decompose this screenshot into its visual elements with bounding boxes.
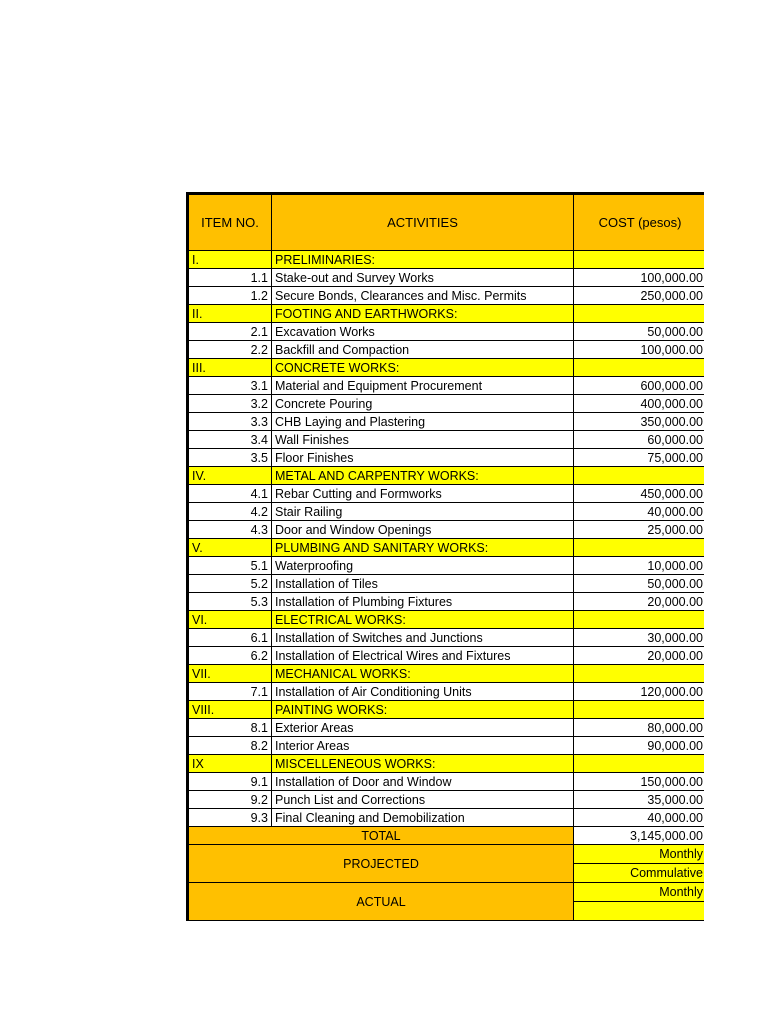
item-activity[interactable]: Wall Finishes [272, 431, 574, 449]
projected-monthly-label[interactable]: Monthly [574, 845, 705, 864]
item-number[interactable]: 3.5 [188, 449, 272, 467]
item-row [188, 629, 705, 647]
projected-commulative-label[interactable]: Commulative [574, 864, 705, 883]
section-cost-cell[interactable] [574, 539, 705, 557]
item-number[interactable]: 3.4 [188, 431, 272, 449]
section-cost-cell[interactable] [574, 359, 705, 377]
item-number[interactable]: 8.2 [188, 737, 272, 755]
item-row [188, 719, 705, 737]
item-activity[interactable]: Stair Railing [272, 503, 574, 521]
item-activity[interactable]: Rebar Cutting and Formworks [272, 485, 574, 503]
item-row [188, 449, 705, 467]
section-number[interactable]: VII. [188, 665, 272, 683]
section-number[interactable]: IV. [188, 467, 272, 485]
item-activity[interactable]: Floor Finishes [272, 449, 574, 467]
item-row [188, 485, 705, 503]
section-title[interactable]: METAL AND CARPENTRY WORKS: [272, 467, 574, 485]
item-number[interactable]: 5.2 [188, 575, 272, 593]
item-cost[interactable]: 50,000.00 [574, 323, 705, 341]
item-number[interactable]: 1.2 [188, 287, 272, 305]
item-row [188, 503, 705, 521]
section-number[interactable]: V. [188, 539, 272, 557]
item-cost[interactable]: 20,000.00 [574, 593, 705, 611]
section-row [188, 359, 705, 377]
section-title[interactable]: MISCELLENEOUS WORKS: [272, 755, 574, 773]
item-cost[interactable]: 150,000.00 [574, 773, 705, 791]
actual-row-monthly [188, 883, 705, 902]
section-title[interactable]: PLUMBING AND SANITARY WORKS: [272, 539, 574, 557]
item-number[interactable]: 2.2 [188, 341, 272, 359]
item-cost[interactable]: 100,000.00 [574, 341, 705, 359]
item-number[interactable]: 6.2 [188, 647, 272, 665]
item-cost[interactable]: 40,000.00 [574, 503, 705, 521]
item-number[interactable]: 1.1 [188, 269, 272, 287]
total-label[interactable]: TOTAL [188, 827, 574, 845]
item-activity[interactable]: Installation of Switches and Junctions [272, 629, 574, 647]
item-row [188, 269, 705, 287]
item-activity[interactable]: Installation of Door and Window [272, 773, 574, 791]
section-row [188, 665, 705, 683]
item-row [188, 647, 705, 665]
total-value[interactable]: 3,145,000.00 [574, 827, 705, 845]
spreadsheet-viewport [186, 192, 704, 926]
item-row [188, 377, 705, 395]
item-activity[interactable]: Installation of Plumbing Fixtures [272, 593, 574, 611]
section-title[interactable]: MECHANICAL WORKS: [272, 665, 574, 683]
item-row [188, 323, 705, 341]
section-title[interactable]: PRELIMINARIES: [272, 251, 574, 269]
item-row [188, 287, 705, 305]
item-activity[interactable]: Installation of Tiles [272, 575, 574, 593]
item-row [188, 593, 705, 611]
item-number[interactable]: 3.1 [188, 377, 272, 395]
item-activity[interactable]: Installation of Electrical Wires and Fixtures [272, 647, 574, 665]
section-row [188, 755, 705, 773]
total-row [188, 827, 705, 845]
item-row [188, 557, 705, 575]
item-activity[interactable]: Backfill and Compaction [272, 341, 574, 359]
item-row [188, 431, 705, 449]
item-number[interactable]: 9.3 [188, 809, 272, 827]
item-row [188, 341, 705, 359]
item-cost[interactable]: 25,000.00 [574, 521, 705, 539]
item-row [188, 683, 705, 701]
item-number[interactable]: 5.3 [188, 593, 272, 611]
item-activity[interactable]: Interior Areas [272, 737, 574, 755]
item-number[interactable]: 5.1 [188, 557, 272, 575]
item-cost[interactable]: 350,000.00 [574, 413, 705, 431]
section-row [188, 611, 705, 629]
item-row [188, 791, 705, 809]
header-item-no[interactable]: ITEM NO. [188, 194, 272, 251]
section-cost-cell[interactable] [574, 701, 705, 719]
item-number[interactable]: 3.3 [188, 413, 272, 431]
item-cost[interactable]: 600,000.00 [574, 377, 705, 395]
item-activity[interactable]: Final Cleaning and Demobilization [272, 809, 574, 827]
section-number[interactable]: IX [188, 755, 272, 773]
item-cost[interactable]: 80,000.00 [574, 719, 705, 737]
header-activities[interactable]: ACTIVITIES [272, 194, 574, 251]
section-title[interactable]: ELECTRICAL WORKS: [272, 611, 574, 629]
section-row [188, 305, 705, 323]
item-number[interactable]: 8.1 [188, 719, 272, 737]
item-row [188, 575, 705, 593]
section-title[interactable]: PAINTING WORKS: [272, 701, 574, 719]
section-title[interactable]: FOOTING AND EARTHWORKS: [272, 305, 574, 323]
cost-table [186, 192, 704, 921]
actual-blank-cell[interactable] [574, 902, 705, 921]
section-number[interactable]: III. [188, 359, 272, 377]
section-number[interactable]: II. [188, 305, 272, 323]
item-cost[interactable]: 20,000.00 [574, 647, 705, 665]
section-cost-cell[interactable] [574, 665, 705, 683]
section-cost-cell[interactable] [574, 305, 705, 323]
item-row [188, 395, 705, 413]
item-cost[interactable]: 90,000.00 [574, 737, 705, 755]
item-cost[interactable]: 400,000.00 [574, 395, 705, 413]
section-number[interactable]: I. [188, 251, 272, 269]
item-activity[interactable]: Excavation Works [272, 323, 574, 341]
section-row [188, 701, 705, 719]
item-cost[interactable]: 75,000.00 [574, 449, 705, 467]
item-number[interactable]: 3.2 [188, 395, 272, 413]
item-cost[interactable]: 50,000.00 [574, 575, 705, 593]
section-cost-cell[interactable] [574, 611, 705, 629]
item-activity[interactable]: Door and Window Openings [272, 521, 574, 539]
item-cost[interactable]: 120,000.00 [574, 683, 705, 701]
item-row [188, 737, 705, 755]
item-activity[interactable]: Punch List and Corrections [272, 791, 574, 809]
item-cost[interactable]: 30,000.00 [574, 629, 705, 647]
item-number[interactable]: 9.2 [188, 791, 272, 809]
item-activity[interactable]: Exterior Areas [272, 719, 574, 737]
item-number[interactable]: 6.1 [188, 629, 272, 647]
item-number[interactable]: 9.1 [188, 773, 272, 791]
section-number[interactable]: VIII. [188, 701, 272, 719]
actual-monthly-label[interactable]: Monthly [574, 883, 705, 902]
item-cost[interactable]: 100,000.00 [574, 269, 705, 287]
header-row [188, 194, 705, 251]
item-activity[interactable]: CHB Laying and Plastering [272, 413, 574, 431]
item-number[interactable]: 2.1 [188, 323, 272, 341]
section-row [188, 467, 705, 485]
section-row [188, 251, 705, 269]
item-cost[interactable]: 40,000.00 [574, 809, 705, 827]
section-title[interactable]: CONCRETE WORKS: [272, 359, 574, 377]
section-number[interactable]: VI. [188, 611, 272, 629]
item-activity[interactable]: Installation of Air Conditioning Units [272, 683, 574, 701]
item-row [188, 521, 705, 539]
item-row [188, 773, 705, 791]
item-number[interactable]: 4.3 [188, 521, 272, 539]
section-cost-cell[interactable] [574, 467, 705, 485]
projected-label[interactable]: PROJECTED [188, 845, 574, 883]
section-row [188, 539, 705, 557]
section-cost-cell[interactable] [574, 755, 705, 773]
item-number[interactable]: 7.1 [188, 683, 272, 701]
header-cost[interactable]: COST (pesos) [574, 194, 705, 251]
item-cost[interactable]: 60,000.00 [574, 431, 705, 449]
item-row [188, 413, 705, 431]
section-cost-cell[interactable] [574, 251, 705, 269]
item-activity[interactable]: Stake-out and Survey Works [272, 269, 574, 287]
item-number[interactable]: 4.2 [188, 503, 272, 521]
item-cost[interactable]: 10,000.00 [574, 557, 705, 575]
actual-label[interactable]: ACTUAL [188, 883, 574, 921]
item-number[interactable]: 4.1 [188, 485, 272, 503]
projected-row-monthly [188, 845, 705, 864]
item-activity[interactable]: Waterproofing [272, 557, 574, 575]
item-activity[interactable]: Secure Bonds, Clearances and Misc. Permits [272, 287, 574, 305]
item-activity[interactable]: Material and Equipment Procurement [272, 377, 574, 395]
item-row [188, 809, 705, 827]
item-cost[interactable]: 35,000.00 [574, 791, 705, 809]
item-cost[interactable]: 250,000.00 [574, 287, 705, 305]
item-activity[interactable]: Concrete Pouring [272, 395, 574, 413]
item-cost[interactable]: 450,000.00 [574, 485, 705, 503]
